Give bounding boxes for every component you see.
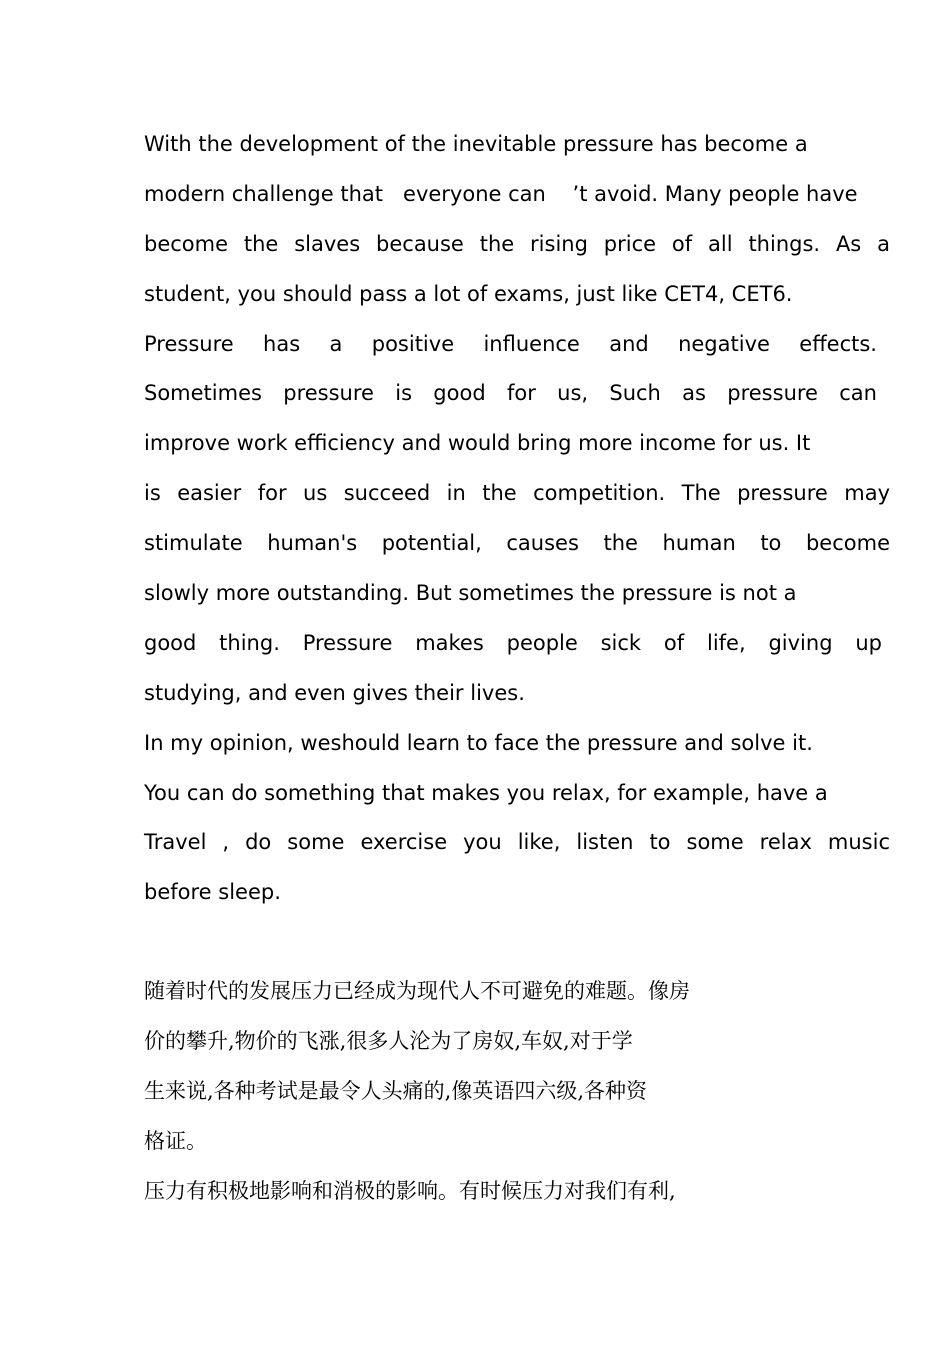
text-line: In my opinion, weshould learn to face the pressure and solve it. xyxy=(144,730,813,755)
text-line: 价的攀升,物价的飞涨,很多人沦为了房奴,车奴,对于学 xyxy=(144,1028,633,1053)
text-line: slowly more outstanding. But sometimes the pressure is not a xyxy=(144,581,797,606)
text-line: With the development of the inevitable pressure has become a xyxy=(144,132,808,156)
text-line: become the slaves because the rising price of all things. As a xyxy=(144,231,890,256)
text-line: You can do something that makes you relax, for example, have a xyxy=(144,780,828,805)
text-line: Pressure has a positive influence and negative effects. xyxy=(144,331,877,356)
text-line: is easier for us succeed in the competition. The pressure may xyxy=(144,481,890,506)
text-line: 随着时代的发展压力已经成为现代人不可避免的难题。像房 xyxy=(144,979,690,1003)
text-line: studying, and even gives their lives. xyxy=(144,680,525,705)
chinese-essay xyxy=(144,967,844,1216)
text-line: student, you should pass a lot of exams, just like CET4, CET6. xyxy=(144,281,793,306)
text-line: improve work efficiency and would bring more income for us. It xyxy=(144,431,811,456)
text-line: 格证。 xyxy=(144,1128,207,1153)
text-line: 生来说,各种考试是最令人头痛的,像英语四六级,各种资 xyxy=(144,1078,648,1103)
text-line: Sometimes pressure is good for us, Such as pressure can xyxy=(144,381,877,406)
english-essay xyxy=(144,120,904,918)
text-line: modern challenge that everyone can ’t avoid. Many people have xyxy=(144,181,858,206)
text-line: Travel , do some exercise you like, listen to some relax music xyxy=(144,830,890,855)
text-line: before sleep. xyxy=(144,880,281,905)
text-line: good thing. Pressure makes people sick of life, giving up xyxy=(144,630,882,655)
text-line: stimulate human's potential, causes the human to become xyxy=(144,531,890,556)
text-line: 压力有积极地影响和消极的影响。有时候压力对我们有利, xyxy=(144,1178,676,1203)
